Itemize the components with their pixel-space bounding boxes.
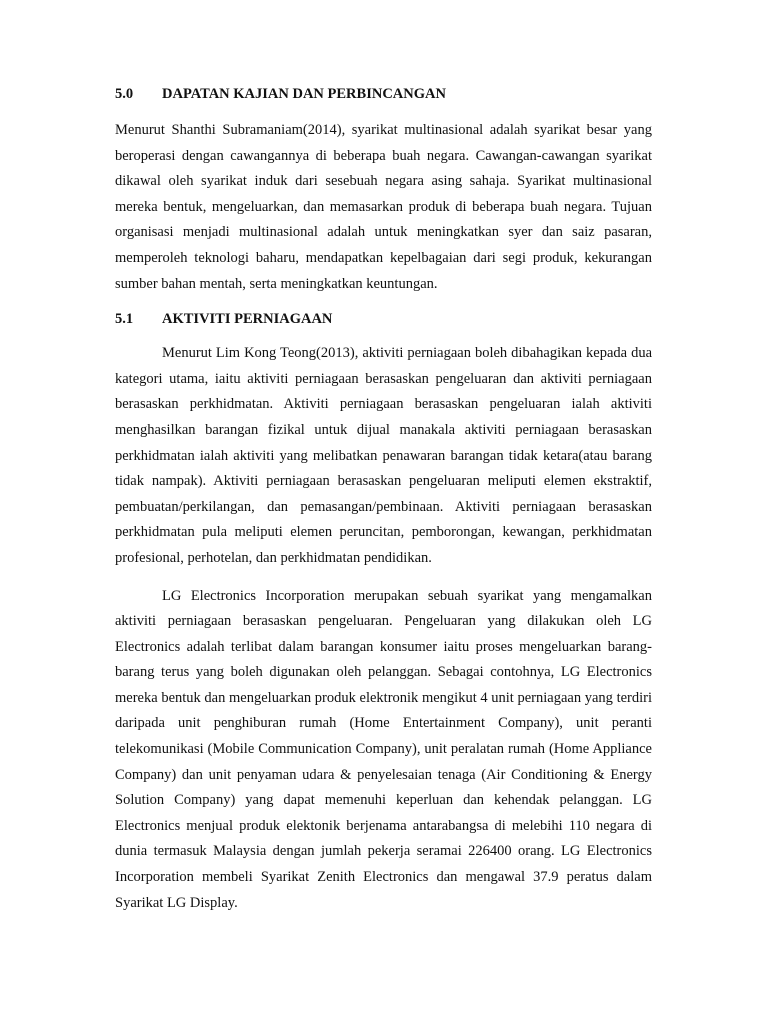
section-heading-5-1 [115,309,652,329]
paragraph-business-activities: Menurut Lim Kong Teong(2013), aktiviti perniagaan boleh dibahagikan kepada dua kategori utama, iaitu aktiviti perniagaan berasaskan pengeluaran dan aktiviti perniagaan berasaskan perkhidmatan. Aktiviti perniagaan berasaskan pengeluaran ialah aktiviti menghasilkan barangan fizikal untuk dijual manakala aktiviti perniagaan berasaskan perkhidmatan ialah aktiviti yang melibatkan penawaran barangan tidak ketara(atau barang tidak nampak). Aktiviti perniagaan berasaskan pengeluaran meliputi elemen ekstraktif, pembuatan/perkilangan, dan pemasangan/pembinaan. Aktiviti perniagaan berasaskan perkhidmatan pula meliputi elemen peruncitan, pemborongan, kewangan, perkhidmatan profesional, perhotelan, dan perkhidmatan pendidikan. [115,345,652,566]
section-title: DAPATAN KAJIAN DAN PERBINCANGAN [162,86,446,102]
paragraph-multinational: Menurut Shanthi Subramaniam(2014), syarikat multinasional adalah syarikat besar yang beroperasi dengan cawangannya di beberapa buah negara. Cawangan-cawangan syarikat dikawal oleh syarikat induk dari sesebuah negara asing sahaja. Syarikat multinasional mereka bentuk, mengeluarkan, dan memasarkan produk di beberapa buah negara. Tujuan organisasi menjadi multinasional adalah untuk meningkatkan syer dan saiz pasaran, memperoleh teknologi baharu, mendapatkan kepelbagaian dari segi produk, kekurangan sumber bahan mentah, serta meningkatkan keuntungan. [115,122,652,292]
section-number: 5.0 [115,86,134,102]
document-page [115,84,652,916]
section-title: AKTIVITI PERNIAGAAN [162,311,333,328]
paragraph-lg-electronics: LG Electronics Incorporation merupakan sebuah syarikat yang mengamalkan aktiviti perniagaan berasaskan pengeluaran. Pengeluaran yang dilakukan oleh LG Electronics adalah terlibat dalam barangan konsumer iaitu proses mengeluarkan barang-barang terus yang boleh digunakan oleh pelanggan. Sebagai contohnya, LG Electronics mereka bentuk dan mengeluarkan produk elektronik mengikut 4 unit perniagaan yang terdiri daripada unit penghiburan rumah (Home Entertainment Company), unit peranti telekomunikasi (Mobile Communication Company), unit peralatan rumah (Home Appliance Company) dan unit penyaman udara & penyelesaian tenaga (Air Conditioning & Energy Solution Company) yang dapat memenuhi keperluan dan kehendak pelanggan. LG Electronics menjual produk elektonik berjenama antarabangsa di melebihi 110 negara di dunia termasuk Malaysia dengan jumlah pekerja seramai 226400 orang. LG Electronics Incorporation membeli Syarikat Zenith Electronics dan mengawal 37.9 peratus dalam Syarikat LG Display. [115,587,652,911]
section-heading-5-0 [115,84,652,104]
section-number: 5.1 [115,311,134,328]
